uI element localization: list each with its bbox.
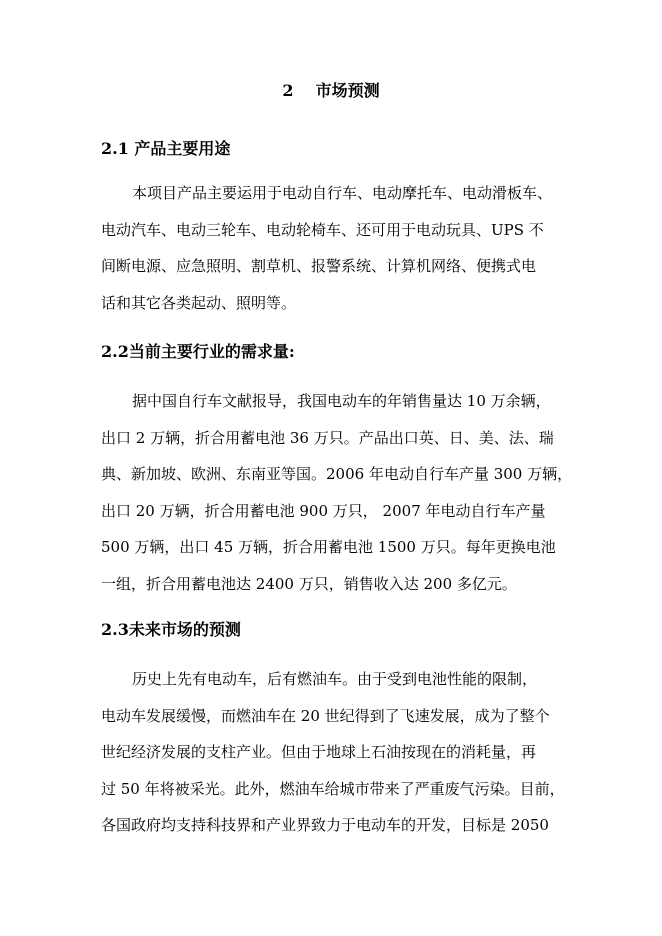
- paragraph-line: 电动车发展缓慢，而燃油车在 20 世纪得到了飞速发展，成为了整个: [101, 706, 550, 725]
- paragraph-line: 话和其它各类起动、照明等。: [101, 293, 297, 312]
- paragraph-line: 据中国自行车文献报导，我国电动车的年销售量达 10 万余辆，: [132, 392, 551, 410]
- paragraph-line: 过 50 年将被采光。此外，燃油车给城市带来了严重废气污染。目前，: [101, 779, 565, 798]
- section-2-2-paragraph: [101, 383, 573, 602]
- section-2-3-paragraph: [101, 661, 565, 844]
- section-heading-2-2: 2.2当前主要行业的需求量:: [101, 342, 295, 361]
- paragraph-line: 出口 2 万辆，折合用蓄电池 36 万只。产品出口英、日、美、法、瑞: [101, 428, 554, 447]
- section-heading-2-3: 2.3未来市场的预测: [101, 620, 241, 639]
- paragraph-line: 历史上先有电动车，后有燃油车。由于受到电池性能的限制，: [132, 670, 538, 688]
- chapter-number: 2: [282, 81, 294, 100]
- paragraph-line: 各国政府均支持科技界和产业界致力于电动车的开发，目标是 2050: [101, 816, 549, 834]
- chapter-title-text: 市场预测: [315, 81, 380, 100]
- paragraph-line: 间断电源、应急照明、割草机、报警系统、计算机网络、便携式电: [101, 257, 537, 275]
- section-2-1-paragraph: [101, 175, 561, 321]
- paragraph-line: 一组，折合用蓄电池达 2400 万只，销售收入达 200 多亿元。: [101, 574, 517, 593]
- chapter-title: [0, 80, 662, 102]
- paragraph-line: 出口 20 万辆，折合用蓄电池 900 万只， 2007 年电动自行车产量: [101, 501, 546, 520]
- paragraph-line: 典、新加坡、欧洲、东南亚等国。2006 年电动自行车产量 300 万辆，: [101, 465, 573, 483]
- section-heading-2-1: 2.1 产品主要用途: [101, 139, 231, 158]
- paragraph-line: 本项目产品主要运用于电动自行车、电动摩托车、电动滑板车、: [132, 184, 553, 202]
- paragraph-line: 世纪经济发展的支柱产业。但由于地球上石油按现在的消耗量，再: [101, 743, 537, 761]
- paragraph-line: 500 万辆，出口 45 万辆，折合用蓄电池 1500 万只。每年更换电池: [101, 538, 556, 556]
- paragraph-line: 电动汽车、电动三轮车、电动轮椅车、还可用于电动玩具、UPS 不: [101, 220, 544, 239]
